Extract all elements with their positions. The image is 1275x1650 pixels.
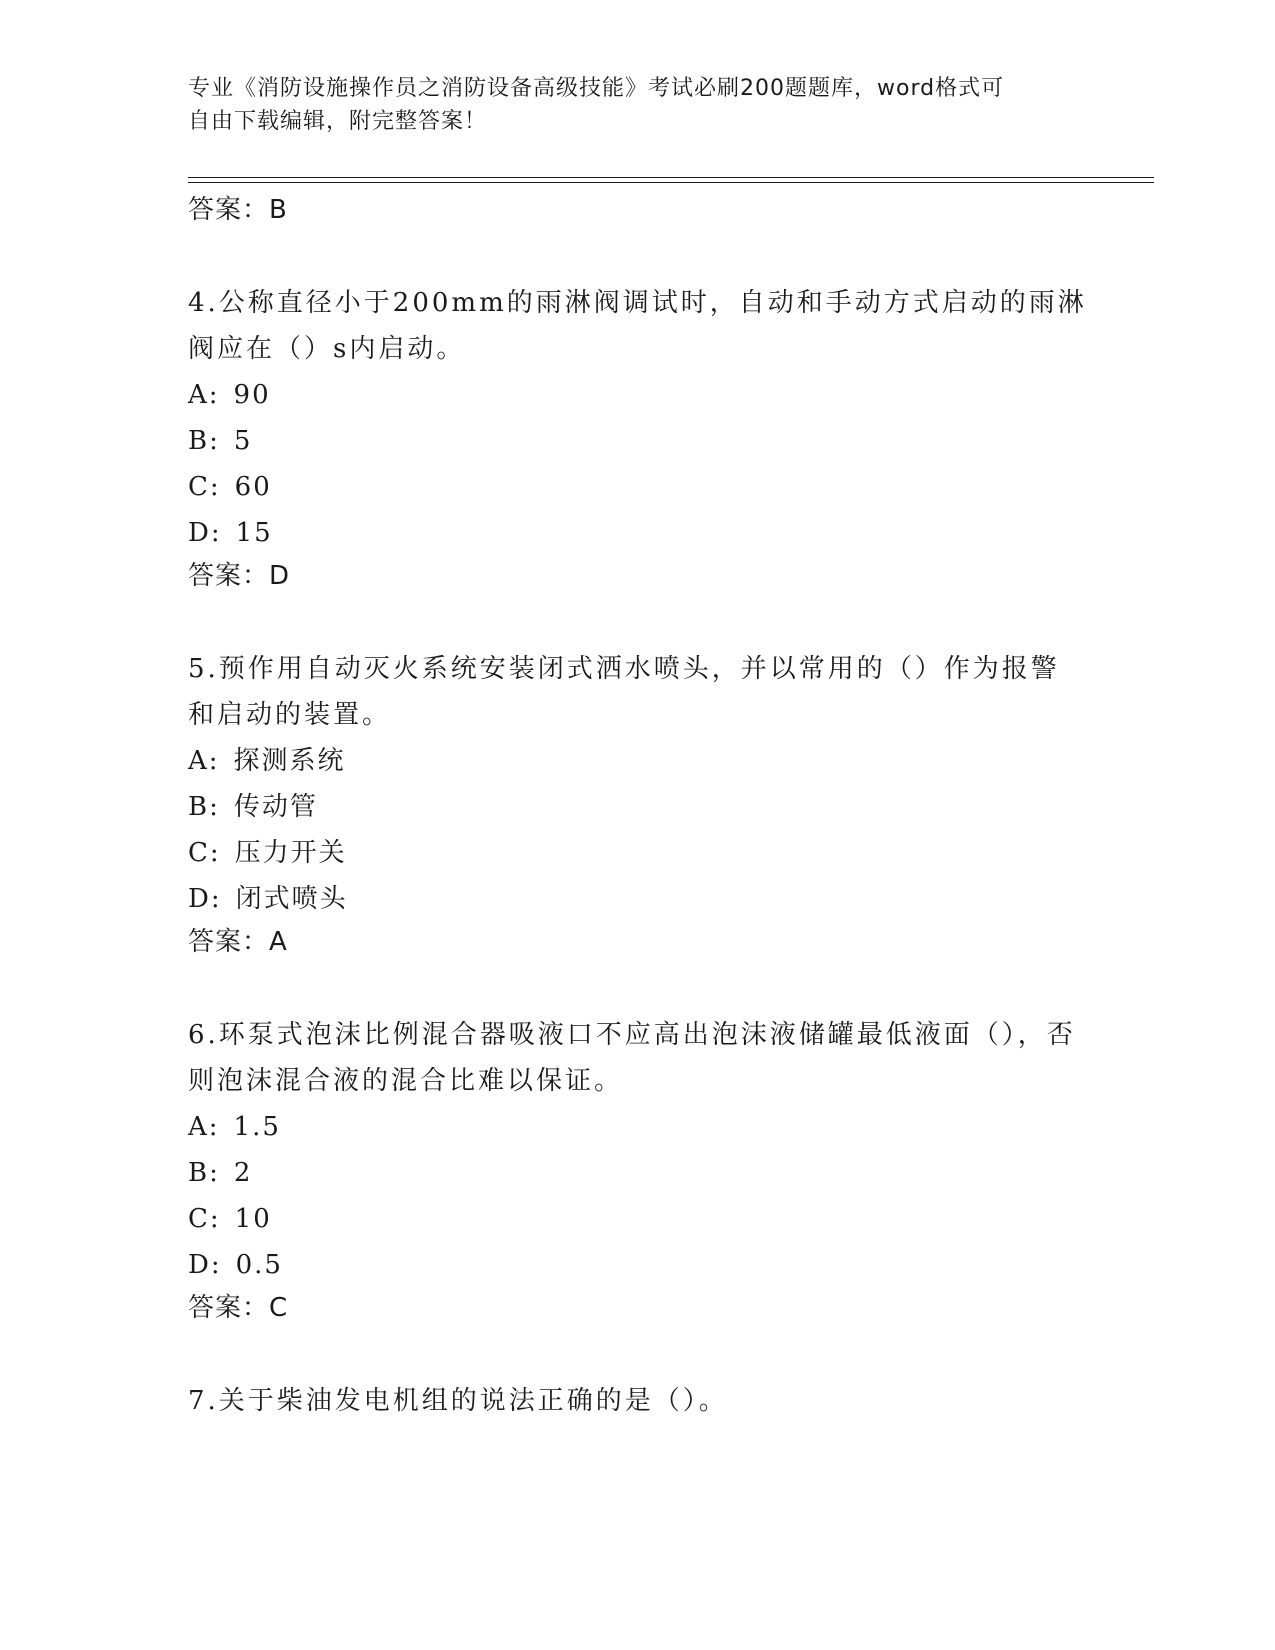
option-key: D: bbox=[188, 1250, 222, 1280]
option-value: 15 bbox=[235, 518, 273, 548]
option-value: 压力开关 bbox=[234, 838, 347, 868]
option-key: A: bbox=[188, 1112, 220, 1142]
question-block bbox=[188, 646, 1088, 962]
answer-line: 答案：D bbox=[188, 561, 291, 591]
option-key: C: bbox=[188, 838, 221, 868]
option-c bbox=[188, 464, 1088, 510]
question-block bbox=[188, 1378, 1088, 1424]
option-key: B: bbox=[188, 1158, 220, 1188]
option-d bbox=[188, 1242, 1088, 1288]
question-text: 7.关于柴油发电机组的说法正确的是（）。 bbox=[188, 1386, 728, 1416]
question-block bbox=[188, 1012, 1088, 1328]
option-key: D: bbox=[188, 518, 222, 548]
header-divider-bottom bbox=[188, 182, 1154, 183]
question-block bbox=[188, 280, 1088, 596]
option-key: C: bbox=[188, 472, 221, 502]
option-value: 5 bbox=[233, 426, 253, 456]
option-key: C: bbox=[188, 1204, 221, 1234]
option-value: 闭式喷头 bbox=[235, 884, 348, 914]
option-c bbox=[188, 1196, 1088, 1242]
answer-line: 答案：B bbox=[188, 195, 288, 225]
header-line-1: 专业《消防设施操作员之消防设备高级技能》考试必刷200题题库，word格式可 bbox=[188, 76, 1005, 101]
option-value: 探测系统 bbox=[233, 746, 346, 776]
document-body bbox=[188, 190, 1088, 1424]
option-key: B: bbox=[188, 792, 220, 822]
answer-line: 答案：C bbox=[188, 1293, 289, 1323]
option-a bbox=[188, 1104, 1088, 1150]
header-line-2: 自由下载编辑，附完整答案！ bbox=[188, 109, 488, 134]
option-value: 0.5 bbox=[235, 1250, 283, 1280]
option-key: A: bbox=[188, 380, 220, 410]
header-divider-top bbox=[188, 177, 1154, 178]
option-value: 2 bbox=[233, 1158, 253, 1188]
question-text: 6.环泵式泡沫比例混合器吸液口不应高出泡沫液储罐最低液面（），否则泡沫混合液的混合比难以保证。 bbox=[188, 1020, 1076, 1096]
question-text: 5.预作用自动灭火系统安装闭式洒水喷头，并以常用的（）作为报警和启动的装置。 bbox=[188, 654, 1060, 730]
option-b bbox=[188, 784, 1088, 830]
option-key: B: bbox=[188, 426, 220, 456]
option-b bbox=[188, 1150, 1088, 1196]
answer-line: 答案：A bbox=[188, 927, 288, 957]
option-b bbox=[188, 418, 1088, 464]
option-c bbox=[188, 830, 1088, 876]
option-key: D: bbox=[188, 884, 222, 914]
option-d bbox=[188, 510, 1088, 556]
option-a bbox=[188, 372, 1088, 418]
option-d bbox=[188, 876, 1088, 922]
option-key: A: bbox=[188, 746, 220, 776]
option-a bbox=[188, 738, 1088, 784]
document-header bbox=[188, 72, 1068, 138]
question-text: 4.公称直径小于200mm的雨淋阀调试时，自动和手动方式启动的雨淋阀应在（）s内启动。 bbox=[188, 288, 1087, 364]
option-value: 10 bbox=[234, 1204, 272, 1234]
option-value: 90 bbox=[233, 380, 271, 410]
option-value: 60 bbox=[234, 472, 272, 502]
option-value: 1.5 bbox=[233, 1112, 281, 1142]
option-value: 传动管 bbox=[233, 792, 318, 822]
